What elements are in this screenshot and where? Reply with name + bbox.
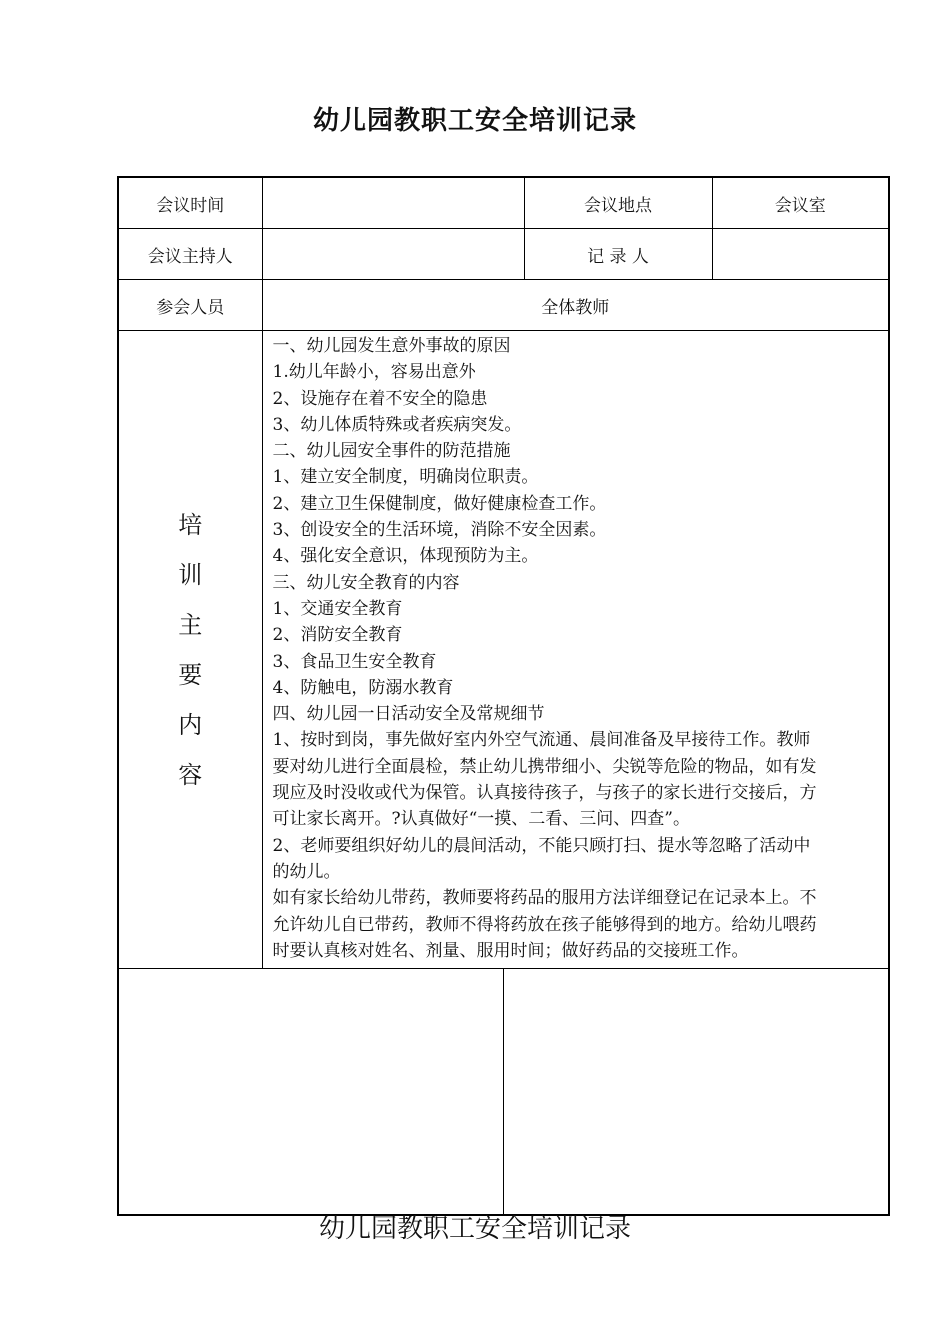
bottom-right-area[interactable] [504,969,888,1214]
host-value[interactable] [262,229,524,280]
content-line: 要对幼儿进行全面晨检，禁止幼儿携带细小、尖锐等危险的物品，如有发 [272,756,817,777]
content-line: 二、幼儿园安全事件的防范措施 [272,441,511,462]
host-row [118,229,889,280]
content-line: 现应及时没收或代为保管。认真接待孩子，与孩子的家长进行交接后，方 [272,783,817,804]
bottom-row [118,969,889,1216]
content-line: 1.幼儿年龄小，容易出意外 [272,362,476,383]
content-line: 4、强化安全意识，体现预防为主。 [272,546,539,567]
meeting-time-row [118,177,889,229]
attendees-label: 参会人员 [118,280,262,331]
content-label-char: 训 [178,560,203,589]
training-record-table [117,176,890,1216]
content-label-char: 容 [178,760,203,789]
page-title: 幼儿园教职工安全培训记录 [312,106,637,136]
meeting-place-label: 会议地点 [524,177,712,229]
content-label-char: 要 [178,660,203,689]
content-line: 1、交通安全教育 [272,598,403,619]
content-line: 3、创设安全的生活环境，消除不安全因素。 [272,520,607,541]
meeting-place-value[interactable]: 会议室 [712,177,889,229]
content-label-char: 培 [178,510,203,539]
content-label [119,500,262,800]
content-line: 时要认真核对姓名、剂量、服用时间；做好药品的交接班工作。 [272,940,749,961]
content-line: 2、设施存在着不安全的隐患 [272,388,488,409]
content-line: 四、幼儿园一日活动安全及常规细节 [272,704,545,725]
content-line: 一、幼儿园发生意外事故的原因 [272,336,511,356]
bottom-cell [118,969,889,1216]
content-row [118,331,889,969]
content-line: 可让家长离开。?认真做好“一摸、二看、三问、四查”。 [272,809,690,830]
bottom-left-area[interactable] [119,969,504,1214]
content-line: 3、食品卫生安全教育 [272,651,437,672]
content-label-char: 主 [178,610,203,639]
content-line: 1、建立安全制度，明确岗位职责。 [272,467,539,488]
meeting-time-value[interactable] [262,177,524,229]
content-line: 三、幼儿安全教育的内容 [272,572,460,593]
attendees-row [118,280,889,331]
content-line: 2、老师要组织好幼儿的晨间活动，不能只顾打扫、提水等忽略了活动中 [272,835,811,856]
content-line: 允许幼儿自已带药，教师不得将药放在孩子能够得到的地方。给幼儿喂药 [272,914,817,935]
footer-title: 幼儿园教职工安全培训记录 [318,1214,631,1244]
attendees-value[interactable]: 全体教师 [262,280,889,331]
content-line: 2、消防安全教育 [272,625,403,646]
meeting-time-label: 会议时间 [118,177,262,229]
content-line: 如有家长给幼儿带药，教师要将药品的服用方法详细登记在记录本上。不 [272,888,817,909]
content-label-char: 内 [178,710,203,739]
content-line: 4、防触电，防溺水教育 [272,677,454,698]
content-line: 1、按时到岗，事先做好室内外空气流通、晨间准备及早接待工作。教师 [272,730,811,751]
content-line: 3、幼儿体质特殊或者疾病突发。 [272,414,522,435]
content-line: 2、建立卫生保健制度，做好健康检查工作。 [272,493,607,514]
host-label: 会议主持人 [118,229,262,280]
recorder-label: 记 录 人 [524,229,712,280]
content-line: 的幼儿。 [272,861,341,882]
recorder-value[interactable] [712,229,889,280]
content-label-cell [118,331,262,969]
content-text[interactable] [262,331,889,969]
